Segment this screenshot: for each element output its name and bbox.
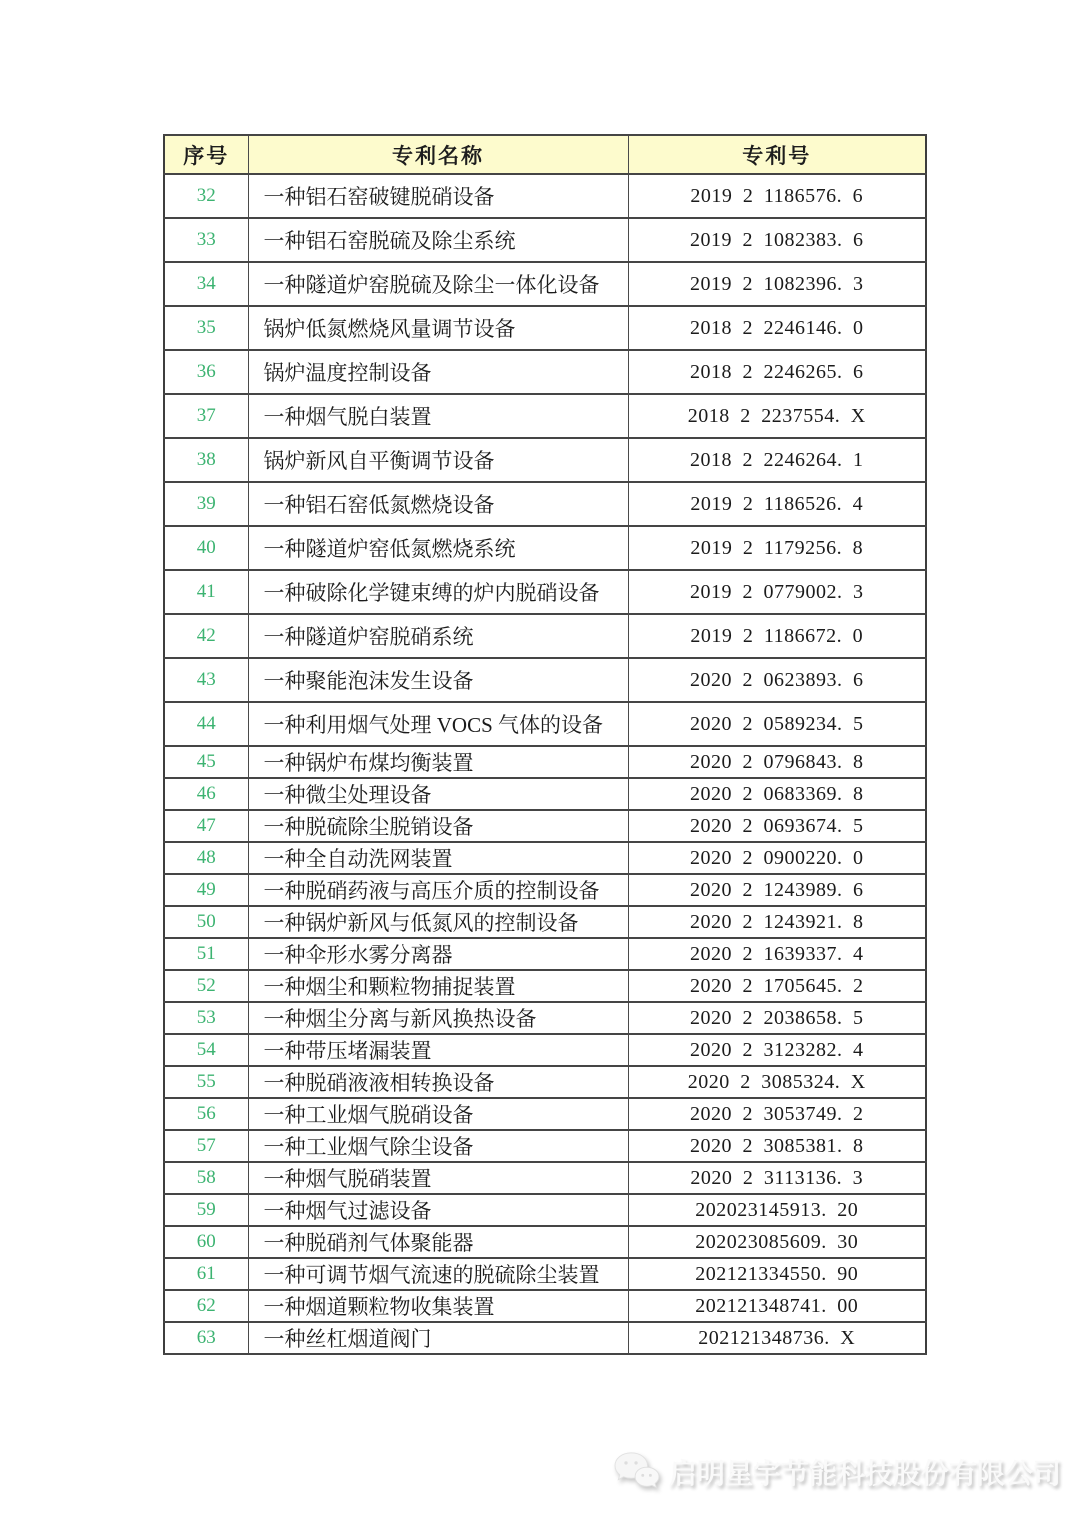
patent-number-cell: 202023145913. 20 bbox=[628, 1194, 926, 1226]
patent-number-cell: 2020 2 3085381. 8 bbox=[628, 1130, 926, 1162]
patent-number-cell: 202121348736. X bbox=[628, 1322, 926, 1354]
table-row bbox=[164, 526, 926, 570]
table-row bbox=[164, 1130, 926, 1162]
serial-number-cell: 55 bbox=[164, 1066, 248, 1098]
serial-number-cell: 52 bbox=[164, 970, 248, 1002]
serial-number-cell: 40 bbox=[164, 526, 248, 570]
table-row bbox=[164, 778, 926, 810]
table-row bbox=[164, 218, 926, 262]
table-row bbox=[164, 1194, 926, 1226]
patent-name-cell: 一种烟气脱白装置 bbox=[248, 394, 628, 438]
serial-number-cell: 38 bbox=[164, 438, 248, 482]
patent-table-body bbox=[164, 174, 926, 1354]
patent-name-cell: 一种聚能泡沫发生设备 bbox=[248, 658, 628, 702]
patent-name-cell: 一种隧道炉窑脱硫及除尘一体化设备 bbox=[248, 262, 628, 306]
patent-number-cell: 2020 2 3123282. 4 bbox=[628, 1034, 926, 1066]
patent-name-cell: 一种脱硝液液相转换设备 bbox=[248, 1066, 628, 1098]
patent-number-cell: 2020 2 0589234. 5 bbox=[628, 702, 926, 746]
table-row bbox=[164, 1258, 926, 1290]
serial-number-cell: 42 bbox=[164, 614, 248, 658]
patent-number-cell: 2020 2 0623893. 6 bbox=[628, 658, 926, 702]
table-row bbox=[164, 482, 926, 526]
patent-name-cell: 锅炉低氮燃烧风量调节设备 bbox=[248, 306, 628, 350]
patent-number-cell: 202023085609. 30 bbox=[628, 1226, 926, 1258]
table-row bbox=[164, 1226, 926, 1258]
patent-name-cell: 锅炉新风自平衡调节设备 bbox=[248, 438, 628, 482]
serial-number-cell: 32 bbox=[164, 174, 248, 218]
patent-number-cell: 2020 2 0693674. 5 bbox=[628, 810, 926, 842]
patent-number-cell: 2020 2 0900220. 0 bbox=[628, 842, 926, 874]
patent-name-cell: 一种铝石窑低氮燃烧设备 bbox=[248, 482, 628, 526]
table-row bbox=[164, 874, 926, 906]
serial-number-cell: 45 bbox=[164, 746, 248, 778]
patent-name-cell: 一种铝石窑脱硫及除尘系统 bbox=[248, 218, 628, 262]
serial-number-cell: 41 bbox=[164, 570, 248, 614]
serial-number-cell: 57 bbox=[164, 1130, 248, 1162]
serial-number-cell: 48 bbox=[164, 842, 248, 874]
table-row bbox=[164, 842, 926, 874]
table-row bbox=[164, 1162, 926, 1194]
patent-name-cell: 一种隧道炉窑脱硝系统 bbox=[248, 614, 628, 658]
patent-number-cell: 2019 2 1186576. 6 bbox=[628, 174, 926, 218]
table-row bbox=[164, 702, 926, 746]
table-row bbox=[164, 1002, 926, 1034]
patent-number-cell: 2020 2 1243921. 8 bbox=[628, 906, 926, 938]
serial-number-cell: 46 bbox=[164, 778, 248, 810]
table-row bbox=[164, 174, 926, 218]
patent-number-cell: 2020 2 0683369. 8 bbox=[628, 778, 926, 810]
patent-name-cell: 一种脱硝药液与高压介质的控制设备 bbox=[248, 874, 628, 906]
serial-number-cell: 61 bbox=[164, 1258, 248, 1290]
patent-name-cell: 一种丝杠烟道阀门 bbox=[248, 1322, 628, 1354]
patent-name-cell: 一种工业烟气除尘设备 bbox=[248, 1130, 628, 1162]
patent-name-cell: 一种铝石窑破键脱硝设备 bbox=[248, 174, 628, 218]
patent-name-cell: 锅炉温度控制设备 bbox=[248, 350, 628, 394]
patent-number-cell: 2020 2 1243989. 6 bbox=[628, 874, 926, 906]
patent-number-cell: 2020 2 0796843. 8 bbox=[628, 746, 926, 778]
serial-number-cell: 34 bbox=[164, 262, 248, 306]
header-patent-name: 专利名称 bbox=[248, 135, 628, 174]
serial-number-cell: 37 bbox=[164, 394, 248, 438]
patent-name-cell: 一种全自动洗网装置 bbox=[248, 842, 628, 874]
patent-number-cell: 2018 2 2246146. 0 bbox=[628, 306, 926, 350]
table-row bbox=[164, 306, 926, 350]
table-row bbox=[164, 438, 926, 482]
patent-number-cell: 2020 2 1639337. 4 bbox=[628, 938, 926, 970]
serial-number-cell: 47 bbox=[164, 810, 248, 842]
company-watermark bbox=[613, 1450, 1061, 1494]
serial-number-cell: 35 bbox=[164, 306, 248, 350]
patent-name-cell: 一种锅炉新风与低氮风的控制设备 bbox=[248, 906, 628, 938]
table-row bbox=[164, 1098, 926, 1130]
table-row bbox=[164, 658, 926, 702]
serial-number-cell: 36 bbox=[164, 350, 248, 394]
serial-number-cell: 60 bbox=[164, 1226, 248, 1258]
serial-number-cell: 51 bbox=[164, 938, 248, 970]
table-row bbox=[164, 350, 926, 394]
table-row bbox=[164, 262, 926, 306]
serial-number-cell: 54 bbox=[164, 1034, 248, 1066]
patent-number-cell: 2020 2 3053749. 2 bbox=[628, 1098, 926, 1130]
serial-number-cell: 39 bbox=[164, 482, 248, 526]
table-row bbox=[164, 614, 926, 658]
serial-number-cell: 63 bbox=[164, 1322, 248, 1354]
patent-number-cell: 2020 2 1705645. 2 bbox=[628, 970, 926, 1002]
serial-number-cell: 58 bbox=[164, 1162, 248, 1194]
patent-number-cell: 2018 2 2246265. 6 bbox=[628, 350, 926, 394]
patent-number-cell: 2019 2 0779002. 3 bbox=[628, 570, 926, 614]
patent-name-cell: 一种脱硫除尘脱销设备 bbox=[248, 810, 628, 842]
patent-number-cell: 2020 2 2038658. 5 bbox=[628, 1002, 926, 1034]
patent-name-cell: 一种烟气脱硝装置 bbox=[248, 1162, 628, 1194]
patent-number-cell: 2018 2 2237554. X bbox=[628, 394, 926, 438]
patent-table bbox=[163, 134, 927, 1355]
wechat-icon bbox=[613, 1450, 661, 1494]
table-header-row bbox=[164, 135, 926, 174]
table-row bbox=[164, 906, 926, 938]
patent-name-cell: 一种可调节烟气流速的脱硫除尘装置 bbox=[248, 1258, 628, 1290]
patent-name-cell: 一种烟气过滤设备 bbox=[248, 1194, 628, 1226]
patent-number-cell: 2018 2 2246264. 1 bbox=[628, 438, 926, 482]
serial-number-cell: 49 bbox=[164, 874, 248, 906]
patent-number-cell: 2019 2 1186672. 0 bbox=[628, 614, 926, 658]
table-row bbox=[164, 810, 926, 842]
table-row bbox=[164, 746, 926, 778]
patent-name-cell: 一种伞形水雾分离器 bbox=[248, 938, 628, 970]
patent-name-cell: 一种利用烟气处理 VOCS 气体的设备 bbox=[248, 702, 628, 746]
patent-name-cell: 一种烟尘和颗粒物捕捉装置 bbox=[248, 970, 628, 1002]
patent-number-cell: 202121348741. 00 bbox=[628, 1290, 926, 1322]
patent-number-cell: 2019 2 1179256. 8 bbox=[628, 526, 926, 570]
patent-name-cell: 一种烟道颗粒物收集装置 bbox=[248, 1290, 628, 1322]
table-row bbox=[164, 970, 926, 1002]
table-row bbox=[164, 1290, 926, 1322]
serial-number-cell: 56 bbox=[164, 1098, 248, 1130]
serial-number-cell: 59 bbox=[164, 1194, 248, 1226]
serial-number-cell: 44 bbox=[164, 702, 248, 746]
patent-number-cell: 2020 2 3113136. 3 bbox=[628, 1162, 926, 1194]
patent-name-cell: 一种破除化学键束缚的炉内脱硝设备 bbox=[248, 570, 628, 614]
patent-number-cell: 2019 2 1186526. 4 bbox=[628, 482, 926, 526]
patent-name-cell: 一种烟尘分离与新风换热设备 bbox=[248, 1002, 628, 1034]
company-name: 启明星宇节能科技股份有限公司 bbox=[669, 1458, 1062, 1489]
patent-name-cell: 一种微尘处理设备 bbox=[248, 778, 628, 810]
table-row bbox=[164, 1322, 926, 1354]
table-row bbox=[164, 1034, 926, 1066]
serial-number-cell: 33 bbox=[164, 218, 248, 262]
serial-number-cell: 53 bbox=[164, 1002, 248, 1034]
header-serial-number: 序号 bbox=[164, 135, 248, 174]
patent-number-cell: 2019 2 1082396. 3 bbox=[628, 262, 926, 306]
serial-number-cell: 43 bbox=[164, 658, 248, 702]
serial-number-cell: 50 bbox=[164, 906, 248, 938]
serial-number-cell: 62 bbox=[164, 1290, 248, 1322]
table-row bbox=[164, 570, 926, 614]
table-row bbox=[164, 394, 926, 438]
patent-name-cell: 一种隧道炉窑低氮燃烧系统 bbox=[248, 526, 628, 570]
patent-name-cell: 一种脱硝剂气体聚能器 bbox=[248, 1226, 628, 1258]
patent-name-cell: 一种带压堵漏装置 bbox=[248, 1034, 628, 1066]
patent-name-cell: 一种锅炉布煤均衡装置 bbox=[248, 746, 628, 778]
patent-number-cell: 202121334550. 90 bbox=[628, 1258, 926, 1290]
table-row bbox=[164, 938, 926, 970]
patent-number-cell: 2020 2 3085324. X bbox=[628, 1066, 926, 1098]
header-patent-number: 专利号 bbox=[628, 135, 926, 174]
patent-number-cell: 2019 2 1082383. 6 bbox=[628, 218, 926, 262]
patent-name-cell: 一种工业烟气脱硝设备 bbox=[248, 1098, 628, 1130]
table-row bbox=[164, 1066, 926, 1098]
